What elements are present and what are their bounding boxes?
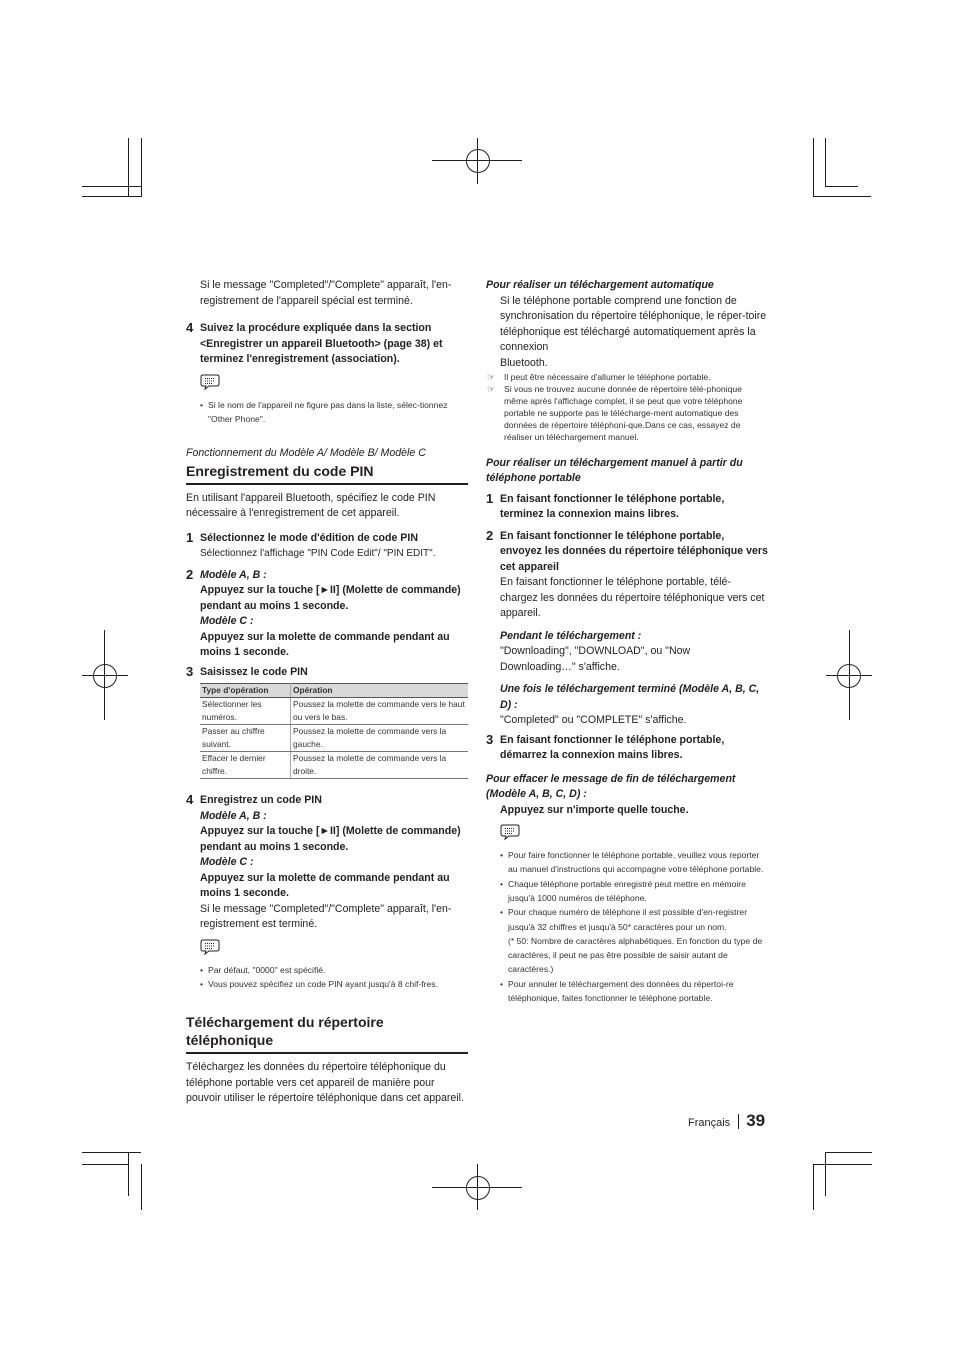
registration-mark-bottom <box>432 1164 522 1210</box>
step-number: 2 <box>186 566 194 582</box>
pointing-hand-icon: ☞ <box>487 372 496 382</box>
clear-message-text: Appuyez sur n'importe quelle touche. <box>500 803 689 816</box>
note-bullet: • Par défaut, "0000" est spécifié. <box>186 963 468 977</box>
table-header-row <box>200 684 468 698</box>
table-row <box>200 752 468 779</box>
note-bullet: • Vous pouvez spécifiez un code PIN ayant jusqu'à 8 chif-fres. <box>186 977 468 991</box>
registration-mark-right <box>826 630 872 720</box>
manual-download-title: Pour réaliser un téléchargement manuel à partir du téléphone portable <box>486 456 743 485</box>
step-title: Sélectionnez le mode d'édition de code PIN <box>200 531 418 544</box>
during-download-text: "Downloading", "DOWNLOAD", ou "Now Downloading…" s'affiche. <box>500 645 691 673</box>
table-cell: Effacer le dernier chiffre. <box>200 752 291 779</box>
table-cell: Poussez la molette de commande vers la droite. <box>291 752 469 779</box>
download-complete-text: "Completed" ou "COMPLETE" s'affiche. <box>500 714 687 727</box>
step-number: 4 <box>186 320 194 335</box>
footer-divider <box>738 1114 739 1129</box>
column-header: Opération <box>291 684 469 698</box>
page-number: 39 <box>746 1111 766 1130</box>
step-text: Suivez la procédure expliquée dans la section <Enregistrer un appareil Bluetooth> (page 38) et terminez l'enregistrement (association). <box>200 322 443 365</box>
step-number: 1 <box>186 529 194 545</box>
column-header: Type d'opération <box>200 684 291 698</box>
reference-note: ☞ Il peut être nécessaire d'allumer le téléphone portable. <box>487 372 711 382</box>
left-column <box>186 278 468 1107</box>
step-1 <box>186 531 468 562</box>
step-3 <box>186 665 468 681</box>
page-footer <box>688 1112 765 1132</box>
models-caption: Fonctionnement du Modèle A/ Modèle B/ Modèle C <box>186 447 426 460</box>
model-label: Modèle C : <box>200 615 254 628</box>
intro-text: Si le message "Completed"/"Complete" apparaît, l'en-registrement de l'appareil spécial est terminé. <box>200 279 452 307</box>
step-number: 2 <box>486 527 494 543</box>
pointing-hand-icon: ☞ <box>487 384 496 395</box>
note-bullet: • Pour annuler le téléchargement des données du répertoi-re téléphonique, faites fonctionner le téléphone portable. <box>486 977 768 1006</box>
download-complete-label: Une fois le téléchargement terminé (Modèle A, B, C, D) : <box>500 683 760 711</box>
reference-note: ☞ Si vous ne trouvez aucune donnée de répertoire télé-phonique même après l'affichage complet, il se peut que votre téléphone portable ne supporte pas le téléchargе-ment automatique des données de répertoire téléphoni-que.Dans ce cas, essayez de réaliser un téléchargement manuel. <box>487 384 743 443</box>
step-text: En faisant fonctionner le téléphone portable, terminez la connexion mains libres. <box>500 492 725 521</box>
note-icon <box>500 823 520 841</box>
step-title: Enregistrez un code PIN <box>200 794 322 807</box>
step-number: 3 <box>186 663 194 679</box>
auto-download-text: Si le téléphone portable comprend une fonction de synchronisation du répertoire téléphonique, le réper-toire téléphonique est téléchargé automatiquement après la connexion <box>500 294 767 353</box>
note-icon <box>200 373 220 391</box>
language-label: Français <box>688 1117 731 1129</box>
registration-mark-top <box>432 138 522 184</box>
auto-download-text-cont: Bluetooth. <box>500 356 548 369</box>
note-bullet: • Chaque téléphone portable enregistré peut mettre en mémoire jusqu'à 1000 numéros de téléphone. <box>486 877 768 906</box>
manual-step-1 <box>486 492 768 523</box>
step-number: 4 <box>186 792 194 808</box>
note-icon <box>200 938 220 956</box>
step-4-register <box>186 793 468 933</box>
section-title-pin: Enregistrement du code PIN <box>186 462 468 485</box>
note-bullet: • Pour faire fonctionner le téléphone portable, veuillez vous reporter au manuel d'instructions qui accompagne votre téléphone portable. <box>486 848 768 877</box>
note-bullet: • Pour chaque numéro de téléphone il est possible d'en-registrer jusqu'à 32 chiffres et jusqu'à 50* caractères pour un nom. <box>486 905 768 934</box>
step-number: 1 <box>486 490 494 506</box>
pin-operations-table <box>200 683 468 779</box>
step-title: Saisissez le code PIN <box>200 665 308 678</box>
model-label: Modèle A, B : <box>200 809 267 822</box>
registration-mark-left <box>82 630 128 720</box>
step-text: Sélectionnez l'affichage "PIN Code Edit"/ "PIN EDIT". <box>200 548 436 560</box>
model-label: Modèle A, B : <box>200 568 267 581</box>
note-footnote: (* 50: Nombre de caractères alphabétiques. En fonction du type de caractères, il peut ne pas être possible de saisir autant de caractères.) <box>508 935 763 975</box>
table-row <box>200 725 468 752</box>
step-text: Appuyez sur la molette de commande pendant au moins 1 seconde. <box>200 630 450 659</box>
step-4-association <box>186 321 468 368</box>
step-result: Si le message "Completed"/"Complete" apparaît, l'en-registrement est terminé. <box>200 902 452 931</box>
step-text: Appuyez sur la touche [►II] (Molette de commande) pendant au moins 1 seconde. <box>200 584 461 612</box>
step-text: Appuyez sur la touche [►II] (Molette de commande) pendant au moins 1 seconde. <box>200 825 461 853</box>
section-intro: Téléchargez les données du répertoire téléphonique du téléphone portable vers cet appareil de manière pour pouvoir utiliser le répertoire téléphonique dans cet appareil. <box>186 1061 464 1105</box>
clear-message-title: Pour effacer le message de fin de téléchargement (Modèle A, B, C, D) : <box>486 772 736 801</box>
table-cell: Poussez la molette de commande vers le haut ou vers le bas. <box>291 698 469 725</box>
manual-step-3 <box>486 733 768 764</box>
during-download-label: Pendant le téléchargement : <box>500 629 642 642</box>
manual-step-2 <box>486 529 768 729</box>
step-text: En faisant fonctionner le téléphone portable, démarrez la connexion mains libres. <box>500 733 725 762</box>
note-bullet: • Si le nom de l'appareil ne figure pas dans la liste, sélec-tionnez "Other Phone". <box>186 398 468 427</box>
table-cell: Passer au chiffre suivant. <box>200 725 291 752</box>
section-intro: En utilisant l'appareil Bluetooth, spécifiez le code PIN nécessaire à l'enregistrement de cet appareil. <box>186 491 436 520</box>
table-cell: Poussez la molette de commande vers la gauche. <box>291 725 469 752</box>
step-number: 3 <box>486 731 494 747</box>
section-title-phonebook: Téléchargement du répertoire téléphonique <box>186 1013 468 1054</box>
table-row <box>200 698 468 725</box>
step-title: En faisant fonctionner le téléphone portable, envoyez les données du répertoire téléphonique vers cet appareil <box>500 529 768 573</box>
right-column <box>486 278 768 1005</box>
step-2 <box>186 568 468 661</box>
table-cell: Sélectionner les numéros. <box>200 698 291 725</box>
auto-download-title: Pour réaliser un téléchargement automatique <box>486 279 714 291</box>
step-text: En faisant fonctionner le téléphone portable, télé-chargez les données du répertoire téléphonique vers cet appareil. <box>500 576 765 620</box>
model-label: Modèle C : <box>200 856 254 869</box>
step-text: Appuyez sur la molette de commande pendant au moins 1 seconde. <box>200 871 450 900</box>
